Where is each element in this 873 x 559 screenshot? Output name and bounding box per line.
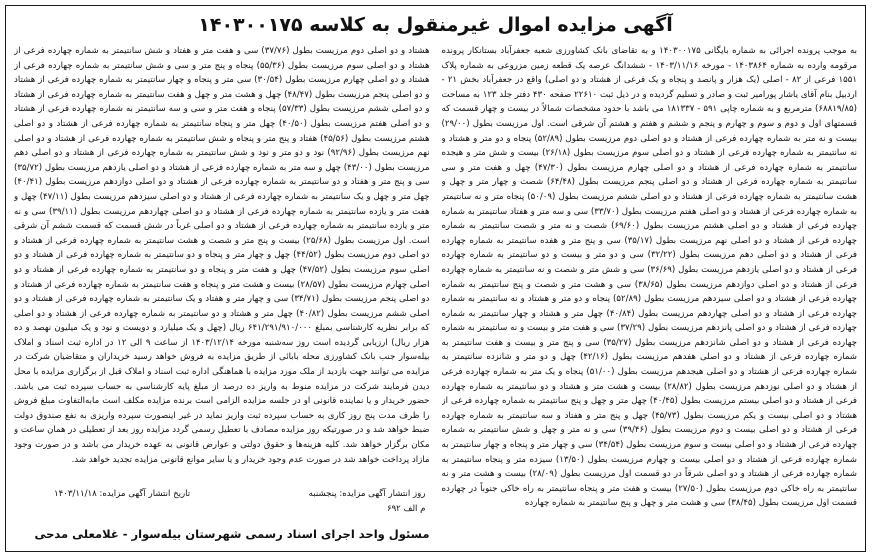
left-column-body (14, 44, 430, 473)
auction-notice (5, 5, 866, 552)
publish-day: روز انتشار آگهی مزایده: پنجشنبه (308, 489, 426, 499)
notice-code: م الف ۶۹۲ (386, 504, 426, 514)
notice-title: آگهی مزایده اموال غیرمنقول به کلاسه ۱۴۰۳۰۰۱۷۵ (198, 14, 673, 36)
left-column-text: هشتاد و دو اصلی دوم مرزیست بطول (۳۷/۷۶) سی و هفت متر و هفتاد و شش سانتیمتر به شماره چهارده فرعی از هشتاد و دو اصلی سوم مرزیست بطول (۵۵/۳۶) پنجاه و پنج متر و سی و شش سانتیمتر به شماره چهارده فرعی از هشتاد و دو اصلی چهارم مرزیست بطول (۳۰/۵۴) سی متر و پنجاه و چهار سانتیمتر به شماره چهارده فرعی از هشتاد و دو اصلی پنجم مرزیست بطول (۴۸/۴۷) چهل و هشت متر و چهل و هفت سانتیمتر به شماره چهارده فرعی از هشتاد و دو اصلی ششم مرزیست بطول (۵۷/۳۳) پنجاه و هفت متر و سی و سه سانتیمتر به شماره چهارده فرعی از هشتاد و دو اصلی هفتم مرزیست بطول (۴۰/۵۰) چهل متر و پنجاه سانتیمتر به شماره چهارده فرعی از هشتاد و دو اصلی هشتم مرزیست بطول (۴۵/۵۶) هفتاد و پنج متر و پنجاه و شش سانتیمتر به شماره چهارده فرعی از هشتاد و دو اصلی نهم مرزیست بطول (۹۲/۹۶) نود و دو متر و نود و شش سانتیمتر به شماره چهارده فرعی از هشتاد و دو اصلی دهم مرزیست بطول (۴۳/۰۰) چهل و سه متر به شماره چهارده فرعی از هشتاد و دو اصلی یازدهم مرزیست بطول (۳۵/۷۲) سی و پنج متر و هفتاد و دو سانتیمتر به شماره چهارده فرعی از هشتاد و دو اصلی دوازدهم مرزیست بطول (۴۰/۴۱) چهل متر و چهل و یک سانتیمتر به شماره چهارده فرعی از هشتاد و دو اصلی سیزدهم مرزیست بطول (۴۷/۱۱) چهل و هفت متر و یازده سانتیمتر به شماره چهارده فرعی از هشتاد و دو اصلی چهاردهم مرزیست بطول (۳۹/۱۱) سی و نه متر و یازده سانتیمتر به شماره چهارده فرعی از هشتاد و دو اصلی غرباً در شش قسمت که قسمت ششم آن شرقی است. اول مرزیست بطول (۲۵/۶۸) بیست و پنج متر و شصت و هشت سانتیمتر به شماره چهارده فرعی از هشتاد و دو اصلی دوم مرزیست بطول (۴۴/۵۲) چهل و چهار متر و پنجاه و دو سانتیمتر به شماره چهارده فرعی از هشتاد و دو اصلی سوم مرزیست بطول (۴۷/۵۲) چهل و هفت متر و پنجاه و دو سانتیمتر به شماره چهارده فرعی از هشتاد و دو اصلی چهارم مرزیست بطول (۲۸/۵۷) بیست و هشت متر و پنجاه و هفت سانتیمتر به شماره چهارده فرعی از هشتاد و دو اصلی پنجم مرزیست بطول (۳۴/۷۱) سی و چهار متر و هفتاد و یک سانتیمتر به شماره چهارده فرعی از هشتاد و دو اصلی ششم مرزیست بطول (۴۰/۸۲) چهل متر و هشتاد و دو سانتیمتر به شماره چهارده فرعی از هشتاد و دو اصلی که برابر نظریه کارشناسی بمبلغ ۶۴۱/۲۹۱/۹۱۰/۰۰۰ ریال (چهل و یک میلیارد و دویست و نود و یک میلیون نهصد و ده هزار ریال) ارزیابی گردیده است روز سه‌شنبه مورخه ۱۴۰۳/۱۲/۱۴ از ساعت ۹ الی ۱۲ در اداره ثبت اسناد و املاک بیله‌سوار جنب بانک کشاورزی محله بابائی از طریق مزایده به فروش خواهد رسید خریداران و متقاضیان شرکت در مزایده می توانند جهت بازدید از ملک مورد مزایده با هماهنگی اداره ثبت اسناد و املاک قبل از برگزاری مزایده با محل دیدن فرمایند شرکت در مزایده منوط به واریز ده درصد از مبلغ پایه کارشناسی به حساب سپرده ثبت می باشد. حضور خریدار و یا نماینده قانونی او در جلسه مزایده الزامی است برنده مزایده مکلف است مابه‌التفاوت مبلغ فروش را ظرف مدت پنج روز کاری به حساب سپرده ثبت واریز نماید در غیر اینصورت سپرده واریزی به نفع صندوق دولت ضبط خواهد شد و در صورتیکه روز مزایده مصادف با تعطیل رسمی گردد مزایده روز بعد از تعطیلی در همان ساعت و مکان برگزار خواهد شد. کلیه هزینه‌ها و حقوق دولتی و عوارض قانونی به عهده خریدار می باشد و در صورت وجود مازاد پرداخت خواهد شد در صورت عدم وجود خریدار و یا سایر موانع قانونی مزایده تجدید خواهد شد. (14, 46, 430, 465)
signature-line: مسئول واحد اجرای اسناد رسمی شهرستان بیله‌سوار - غلامعلی مدحی (34, 527, 430, 541)
right-column (442, 44, 858, 545)
notice-columns (14, 44, 857, 545)
notice-footer (14, 487, 430, 545)
footer-dates (14, 487, 430, 502)
left-column (14, 44, 430, 545)
right-column-text: به موجب پرونده اجرائی به شماره بایگانی ۱۴۰۳۰۰۱۷۵ و به تقاضای بانک کشاورزی شعبه جعفرآباد بستانکار پرونده مرقومه وارده به شماره ۱۴۰۳۸۶۴ - مورخه ۱۴۰۳/۱۱/۱۶ - ششدانگ عرصه یک قطعه زمین مزروعی به شماره پلاک ۱۵۵۱ فرعی از ۸۲ - اصلی (یک هزار و پانصد و پنجاه و یک فرعی از هشتاد و دو اصلی) واقع در جعفرآباد بخش ۲۱ - اردبیل بنام آقای یاشار پورامیر ثبت و صادر و تسلیم گردیده و در ذیل ثبت ۲۲۶۱۰ صفحه ۴۳۰ دفتر جلد ۱۲۳ به مساحت (۶۸۸۱۹/۸۵) مترمربع و به شماره چاپی ۵۹۱ - ۱۸۱۳۳۷ می باشد با حدود مشخصات شمالاً در بیست و چهار قسمت که قسمتهای اول و دوم و سوم و چهارم و پنجم و ششم و هفتم و هشتم آن شرقی است. اول مرزیست بطول (۲۹/۰۰) بیست و نه متر به شماره چهارده فرعی از هشتاد و دو اصلی دوم مرزیست بطول (۵۲/۸۹) پنجاه و دو متر و هشتاد و نه سانتیمتر به شماره چهارده فرعی از هشتاد و دو اصلی سوم مرزیست بطول (۲۶/۱۸) بیست و شش متر و هیجده سانتیمتر به شماره چهارده فرعی از هشتاد و دو اصلی چهارم مرزیست بطول (۴۷/۳۰) چهل و هفت متر و سی سانتیمتر به شماره چهارده فرعی از هشتاد و دو اصلی پنجم مرزیست بطول (۶۴/۴۸) شصت و چهار متر و چهل و هشت سانتیمتر به شماره چهارده فرعی از هشتاد و دو اصلی ششم مرزیست بطول (۵۰/۰۹) پنجاه متر و نه سانتیمتر به شماره چهارده فرعی از هشتاد و دو اصلی هفتم مرزیست بطول (۳۳/۷۰) سی و سه متر و هفتاد سانتیمتر به شماره چهارده فرعی از هشتاد و دو اصلی هشتم مرزیست بطول (۶۹/۶۰) شصت و نه متر و شصت سانتیمتر به شماره چهارده فرعی از هشتاد و دو اصلی نهم مرزیست بطول (۳۵/۱۷) سی و پنج متر و هفده سانتیمتر به شماره چهارده فرعی از هشتاد و دو اصلی دهم مرزیست بطول (۳۲/۲۲) سی و دو متر و بیست و دو سانتیمتر به شماره چهارده فرعی از هشتاد و دو اصلی یازدهم مرزیست بطول (۳۶/۶۹) سی و شش متر و شصت و نه سانتیمتر به شماره چهارده فرعی از هشتاد و دو اصلی دوازدهم مرزیست بطول (۳۸/۶۵) سی و هشت متر و شصت و پنج سانتیمتر به شماره چهارده فرعی از هشتاد و دو اصلی سیزدهم مرزیست بطول (۵۲/۸۹) پنجاه و دو متر و هشتاد و نه سانتیمتر به شماره چهارده فرعی از هشتاد و دو اصلی چهاردهم مرزیست بطول (۴۰/۸۴) چهل متر و هشتاد و چهار سانتیمتر به شماره چهارده فرعی از هشتاد و دو اصلی پانزدهم مرزیست بطول (۳۷/۲۹) سی و هفت متر و بیست و نه سانتیمتر به شماره چهارده فرعی از هشتاد و دو اصلی شانزدهم مرزیست بطول (۳۵/۲۷) سی و پنج متر و بیست و هفت سانتیمتر به شماره چهارده فرعی از هشتاد و دو اصلی هفدهم مرزیست بطول (۴۲/۱۶) چهل و دو متر و شانزده سانتیمتر به شماره چهارده فرعی از هشتاد و دو اصلی هیجدهم مرزیست بطول (۵۱/۰۰) پنجاه و یک متر به شماره چهارده فرعی از هشتاد و دو اصلی نوزدهم مرزیست بطول (۲۸/۸۲) بیست و هشت متر و هشتاد و دو سانتیمتر به شماره چهارده فرعی از هشتاد و دو اصلی بیستم مرزیست بطول (۴۰/۴۵) چهل متر و چهل و پنج سانتیمتر به شماره چهارده فرعی از هشتاد و دو اصلی بیست و یکم مرزیست بطول (۴۵/۷۳) چهل و پنج متر و هفتاد و سه سانتیمتر به شماره چهارده فرعی از هشتاد و دو اصلی بیست و دوم مرزیست بطول (۳۹/۴۶) سی و نه متر و چهل و شش سانتیمتر به شماره چهارده فرعی از هشتاد و دو اصلی بیست و سوم مرزیست بطول (۳۴/۵۴) سی و چهار متر و پنجاه و چهار سانتیمتر به شماره چهارده فرعی از هشتاد و دو اصلی بیست و چهارم مرزیست بطول (۱۳/۵۰) سیزده متر و پنجاه سانتیمتر به شماره چهارده فرعی از هشتاد و دو اصلی شرقاً در دو قسمت اول مرزیست بطول (۲۸/۰۹) بیست و هشت متر و نه سانتیمتر به راه خاکی دوم مرزیست بطول (۲۷/۵۰) بیست و هفت متر و پنجاه سانتیمتر به راه خاکی جنوباً در چهارده قسمت اول مرزیست بطول (۳۸/۴۵) سی و هشت متر و چهل و پنج سانتیمتر به شماره چهارده (441, 46, 857, 509)
publish-date: تاریخ انتشار آگهی مزایده: ۱۴۰۳/۱۱/۱۸ (54, 489, 191, 499)
